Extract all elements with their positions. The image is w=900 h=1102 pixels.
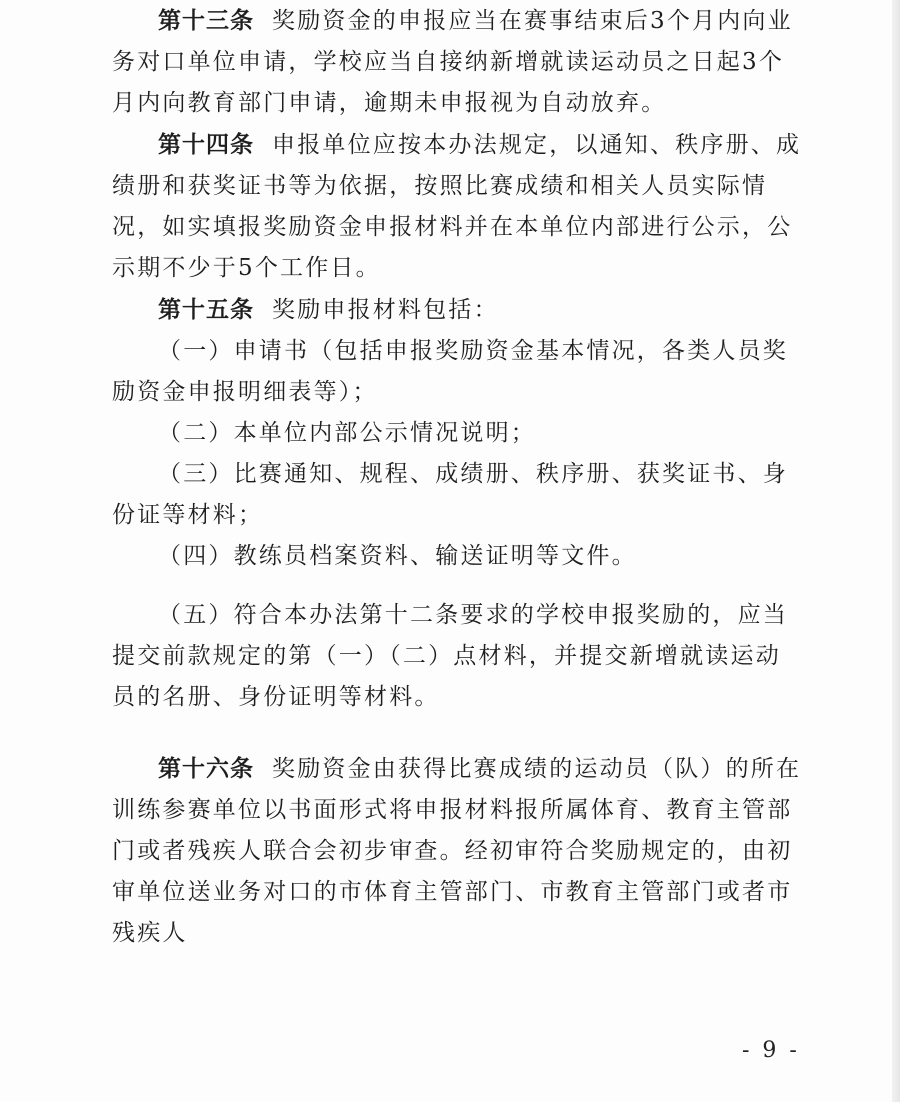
article-13 (112, 0, 802, 124)
article-text: 奖励资金由获得比赛成绩的运动员（队）的所在训练参赛单位以书面形式将申报材料报所属体育、教育主管部门或者残疾人联合会初步审查。经初审符合奖励规定的，由初审单位送业务对口的市体育主管部门、市教育主管部门或者市残疾人 (112, 756, 802, 946)
page-number: - 9 - (742, 1038, 800, 1063)
paragraph-spacer (112, 718, 802, 748)
page-edge-shadow (892, 0, 900, 1102)
list-item-4: （四）教练员档案资料、输送证明等文件。 (158, 543, 637, 569)
article-15 (112, 289, 802, 331)
article-text: 申报单位应按本办法规定，以通知、秩序册、成绩册和获奖证书等为依据，按照比赛成绩和相关人员实际情况，如实填报奖励资金申报材料并在本单位内部进行公示，公示期不少于5个工作日。 (112, 132, 802, 281)
article-number: 第十三条 (158, 7, 254, 34)
list-item-1: （一）申请书（包括申报奖励资金基本情况，各类人员奖励资金申报明细表等）； (112, 338, 788, 405)
list-item-2: （二）本单位内部公示情况说明； (158, 420, 536, 446)
article-16 (112, 748, 802, 954)
article-number: 第十五条 (158, 296, 254, 323)
document-body (112, 0, 802, 954)
list-item-3: （三）比赛通知、规程、成绩册、秩序册、获奖证书、身份证等材料； (112, 461, 788, 528)
article-14 (112, 124, 802, 289)
article-number: 第十四条 (158, 131, 254, 158)
article-number: 第十六条 (158, 755, 254, 782)
article-text: 奖励申报材料包括： (272, 297, 499, 323)
article-text: 奖励资金的申报应当在赛事结束后3个月内向业务对口单位申请，学校应当自接纳新增就读运动员之日起3个月内向教育部门申请，逾期未申报视为自动放弃。 (112, 8, 793, 116)
paragraph-spacer (112, 577, 802, 595)
list-item-5: （五）符合本办法第十二条要求的学校申报奖励的，应当提交前款规定的第（一）（二）点材料，并提交新增就读运动员的名册、身份证明等材料。 (112, 602, 788, 710)
